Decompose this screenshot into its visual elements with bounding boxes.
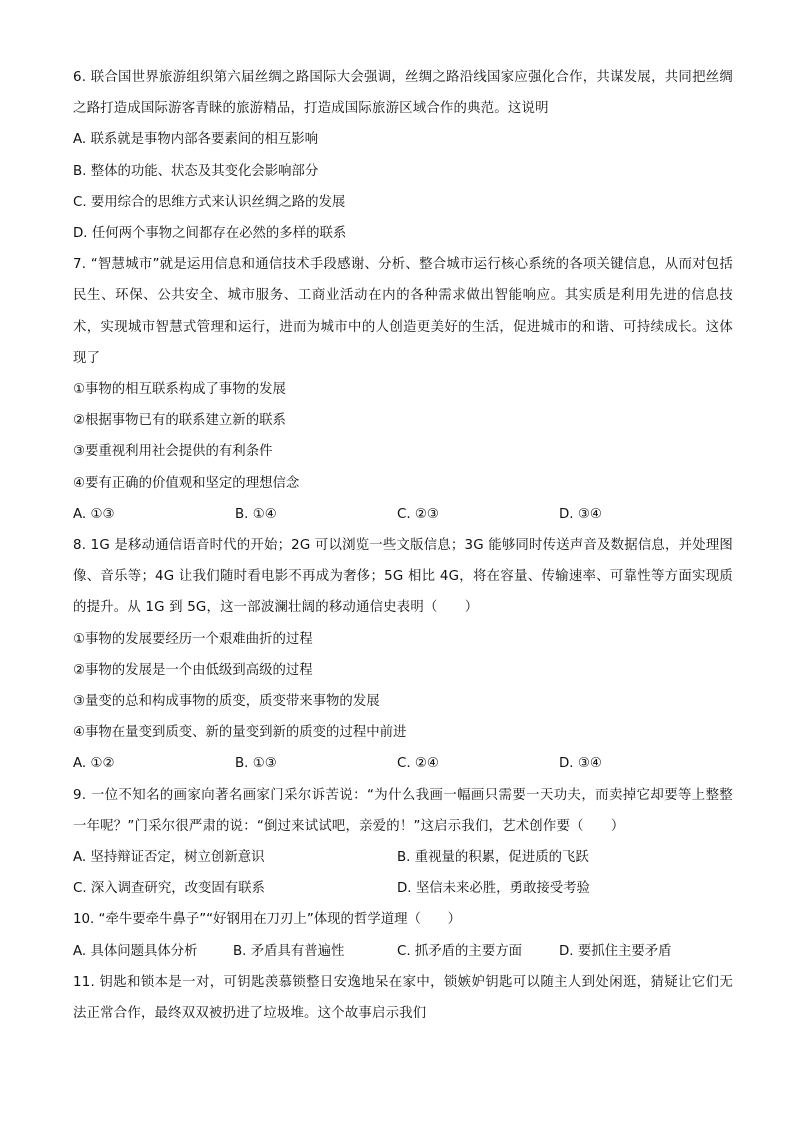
question-7-option-d: D. ③④	[559, 506, 602, 522]
question-8-option-c: C. ②④	[397, 756, 439, 772]
question-9-option-d: D. 坚信未来必胜，勇敢接受考验	[397, 881, 590, 897]
question-10-option-d: D. 要抓住主要矛盾	[559, 943, 672, 959]
question-9-options-row-1	[73, 842, 733, 873]
question-7-stem: 7. “智慧城市”就是运用信息和通信技术手段感谢、分析、整合城市运行核心系统的各项关键信息，从而对包括民生、环保、公共安全、城市服务、工商业活动在内的各种需求做出智能响应。其实质是利用先进的信息技术，实现城市智慧式管理和运行，进而为城市中的人创造更美好的生活，促进城市的和谐、可持续成长。这体现了	[73, 257, 733, 366]
question-7-options	[73, 499, 733, 530]
exam-page	[73, 62, 733, 1029]
question-8-item-2: ②事物的发展是一个由低级到高级的过程	[73, 662, 313, 678]
question-8-item-4: ④事物在量变到质变、新的量变到新的质变的过程中前进	[73, 725, 407, 741]
question-8-option-d: D. ③④	[559, 756, 602, 772]
question-7-option-c: C. ②③	[397, 506, 439, 522]
question-10-stem: 10. “牵牛要牵牛鼻子”“好钢用在刀刃上”体现的哲学道理（ ）	[73, 912, 462, 928]
question-9-stem: 9. 一位不知名的画家向著名画家门采尔诉苦说：“为什么我画一幅画只需要一天功夫，而卖掉它却要等上整整一年呢？”门采尔很严肃的说：“倒过来试试吧，亲爱的！”这启示我们，艺术创作要（ ）	[73, 787, 733, 834]
question-10-option-b: B. 矛盾具有普遍性	[233, 943, 345, 959]
question-9-option-c: C. 深入调查研究，改变固有联系	[73, 881, 265, 897]
question-10-option-c: C. 抓矛盾的主要方面	[397, 943, 522, 959]
question-8-item-3: ③量变的总和构成事物的质变，质变带来事物的发展	[73, 694, 380, 710]
question-10-option-a: A. 具体问题具体分析	[73, 943, 198, 959]
question-9-options-row-2	[73, 873, 733, 904]
question-6-option-a: A. 联系就是事物内部各要素间的相互影响	[73, 132, 319, 148]
question-7-item-2: ②根据事物已有的联系建立新的联系	[73, 413, 286, 429]
question-7-item-3: ③要重视利用社会提供的有利条件	[73, 444, 273, 460]
question-6-option-c: C. 要用综合的思维方式来认识丝绸之路的发展	[73, 194, 346, 210]
question-6-option-b: B. 整体的功能、状态及其变化会影响部分	[73, 163, 319, 179]
question-8-option-b: B. ①③	[235, 756, 277, 772]
question-7-item-1: ①事物的相互联系构成了事物的发展	[73, 382, 286, 398]
question-7-option-b: B. ①④	[235, 506, 277, 522]
question-8-option-a: A. ①②	[73, 756, 115, 772]
question-6-option-d: D. 任何两个事物之间都存在必然的多样的联系	[73, 226, 347, 242]
question-10-options	[73, 936, 733, 967]
question-7-item-4: ④要有正确的价值观和坚定的理想信念	[73, 475, 300, 491]
question-8-options	[73, 748, 733, 779]
question-7-option-a: A. ①③	[73, 506, 115, 522]
question-6-stem: 6. 联合国世界旅游组织第六届丝绸之路国际大会强调，丝绸之路沿线国家应强化合作，共谋发展，共同把丝绸之路打造成国际游客青睐的旅游精品，打造成国际旅游区域合作的典范。这说明	[73, 70, 733, 117]
question-8-stem: 8. 1G 是移动通信语音时代的开始；2G 可以浏览一些文版信息；3G 能够同时传送声音及数据信息，并处理图像、音乐等；4G 让我们随时看电影不再成为奢侈；5G 相比 4G，将在容量、传输速率、可靠性等方面实现质的提升。从 1G 到 5G，这一部波澜壮阔的移动通信史表明（ ）	[73, 538, 733, 616]
question-9-option-a: A. 坚持辩证否定，树立创新意识	[73, 850, 265, 866]
question-11-stem: 11. 钥匙和锁本是一对，可钥匙羡慕锁整日安逸地呆在家中，锁嫉妒钥匙可以随主人到处闲逛，猜疑让它们无法正常合作，最终双双被扔进了垃圾堆。这个故事启示我们	[73, 974, 733, 1022]
question-9-option-b: B. 重视量的积累，促进质的飞跃	[397, 850, 589, 866]
question-8-item-1: ①事物的发展要经历一个艰难曲折的过程	[73, 631, 313, 647]
